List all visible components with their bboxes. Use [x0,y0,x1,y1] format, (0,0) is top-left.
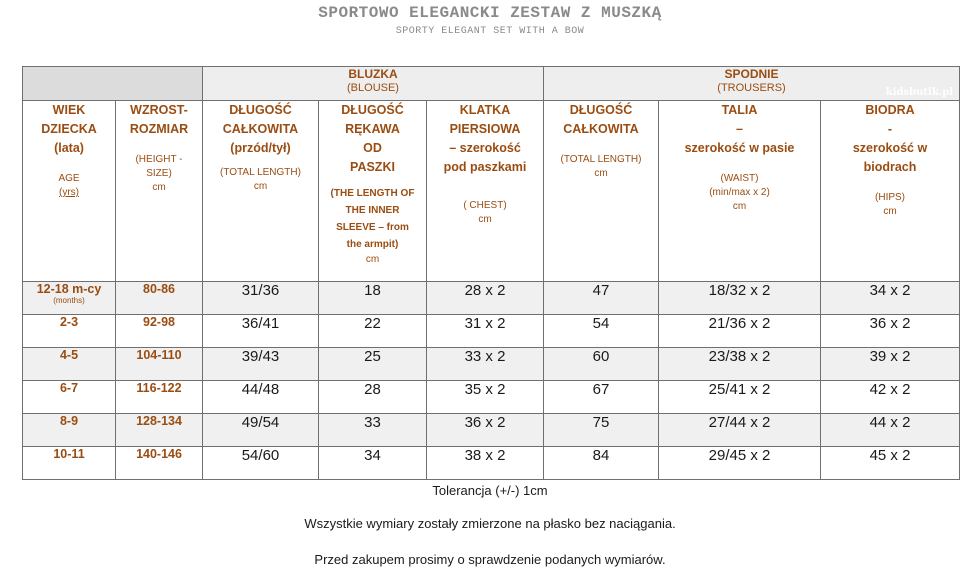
size-chart-table [22,66,960,480]
column-header-row [23,101,960,282]
trousers-group-label: SPODNIE [724,67,779,81]
chest-cell: 36 x 2 [427,414,544,447]
col-header-blouse-length [203,101,319,282]
watermark: kidsbutik.pl [885,87,954,98]
blouse-length-cell: 44/48 [203,381,319,414]
chest-header-line4: pod paszkami [443,160,527,174]
height-cell: 92-98 [116,315,203,348]
height-header-en2: SIZE) [146,168,172,179]
height-header-unit: cm [152,182,166,193]
sleeve-cell: 22 [319,315,427,348]
blouse-length-header-line2: CAŁKOWITA [222,122,299,136]
chest-header-line1: KLATKA [459,103,511,117]
hips-header-line3: szerokość w [852,141,928,155]
col-header-chest [427,101,544,282]
hips-cell: 39 x 2 [821,348,960,381]
age-cell: 2-3 [23,315,116,348]
blouse-length-cell: 39/43 [203,348,319,381]
blouse-group-sublabel: (BLOUSE) [347,82,399,94]
hips-header-line4: biodrach [863,160,917,174]
table-row [23,315,960,348]
sleeve-header-line1: DŁUGOŚĆ [341,103,404,117]
age-cell [23,282,116,315]
table-row [23,447,960,480]
trousers-length-cell: 60 [544,348,659,381]
hips-header-en: (HIPS) [875,192,906,203]
table-row [23,414,960,447]
group-header-row [23,67,960,101]
group-header-blouse [203,67,544,101]
sleeve-header-en3: SLEEVE – from [336,222,409,233]
hips-cell: 42 x 2 [821,381,960,414]
blouse-length-cell: 31/36 [203,282,319,315]
col-header-age [23,101,116,282]
waist-cell: 18/32 x 2 [659,282,821,315]
waist-header-en: (WAIST) [720,173,759,184]
tolerance-note: Tolerancja (+/-) 1cm [432,483,548,498]
sleeve-cell: 18 [319,282,427,315]
hips-cell: 34 x 2 [821,282,960,315]
age-value: 12-18 m-cy [36,282,102,296]
hips-cell: 36 x 2 [821,315,960,348]
hips-cell: 44 x 2 [821,414,960,447]
chest-header-unit: cm [478,214,492,225]
trousers-length-header-en: (TOTAL LENGTH) [560,154,642,165]
col-header-height [116,101,203,282]
age-header-unit: (yrs) [59,187,79,198]
blouse-length-header-en: (TOTAL LENGTH) [220,167,301,178]
measurement-note: Wszystkie wymiary zostały zmierzone na płasko bez naciągania. [304,516,676,531]
col-header-sleeve [319,101,427,282]
height-header-en1: (HEIGHT - [135,154,183,165]
sleeve-header-en2: THE INNER [345,205,400,216]
chest-header-en: ( CHEST) [463,200,507,211]
chest-cell: 28 x 2 [427,282,544,315]
sleeve-header-unit: cm [365,254,380,265]
waist-header-line3: szerokość w pasie [684,141,795,155]
height-cell: 80-86 [116,282,203,315]
chest-cell: 35 x 2 [427,381,544,414]
table-row [23,381,960,414]
blouse-length-cell: 54/60 [203,447,319,480]
page-title: SPORTOWO ELEGANCKI ZESTAW Z MUSZKĄ [318,4,662,22]
sleeve-header-line3: OD [363,141,382,155]
chest-header-line2: PIERSIOWA [449,122,521,136]
blouse-group-label: BLUZKA [348,67,398,81]
age-cell: 4-5 [23,348,116,381]
age-note: (months) [53,296,85,305]
waist-cell: 21/36 x 2 [659,315,821,348]
chest-cell: 33 x 2 [427,348,544,381]
blouse-length-header-line3: (przód/tył) [230,141,291,155]
trousers-length-header-line1: DŁUGOŚĆ [569,103,633,117]
waist-header-unit: cm [732,201,747,212]
check-before-purchase-note: Przed zakupem prosimy o sprawdzenie podanych wymiarów. [314,552,666,567]
page-subtitle: SPORTY ELEGANT SET WITH A BOW [395,26,585,37]
age-header-line2: DZIECKA [41,122,97,136]
height-cell: 116-122 [116,381,203,414]
trousers-length-header-line2: CAŁKOWITA [563,122,639,136]
trousers-length-cell: 75 [544,414,659,447]
sleeve-header-en1: (THE LENGTH OF [330,188,415,199]
col-header-hips [821,101,960,282]
sleeve-header-line2: RĘKAWA [345,122,400,136]
chest-cell: 38 x 2 [427,447,544,480]
sleeve-cell: 25 [319,348,427,381]
trousers-group-sublabel: (TROUSERS) [717,82,786,94]
age-header-line3: (lata) [54,141,84,155]
waist-header-line1: TALIA [721,103,758,117]
waist-header-line2: – [736,122,743,136]
group-header-blank [23,67,203,101]
blouse-length-cell: 36/41 [203,315,319,348]
hips-header-line1: BIODRA [865,103,915,117]
col-header-waist [659,101,821,282]
sleeve-header-en4: the armpit) [346,239,399,250]
group-header-trousers [544,67,960,101]
col-header-trousers-length [544,101,659,282]
age-cell: 8-9 [23,414,116,447]
hips-header-line2: - [887,122,893,136]
age-cell: 6-7 [23,381,116,414]
sleeve-cell: 33 [319,414,427,447]
trousers-length-header-unit: cm [594,168,608,179]
waist-cell: 27/44 x 2 [659,414,821,447]
blouse-length-header-unit: cm [253,181,268,192]
age-header-en: AGE [58,173,80,184]
blouse-length-cell: 49/54 [203,414,319,447]
sleeve-cell: 34 [319,447,427,480]
chest-header-line3: – szerokość [449,141,521,155]
height-header-line1: WZROST- [130,103,188,117]
hips-header-unit: cm [883,206,897,217]
waist-cell: 25/41 x 2 [659,381,821,414]
trousers-length-cell: 47 [544,282,659,315]
height-cell: 128-134 [116,414,203,447]
waist-cell: 23/38 x 2 [659,348,821,381]
trousers-length-cell: 84 [544,447,659,480]
chest-cell: 31 x 2 [427,315,544,348]
hips-cell: 45 x 2 [821,447,960,480]
age-header-line1: WIEK [52,103,86,117]
table-row [23,282,960,315]
age-cell: 10-11 [23,447,116,480]
sleeve-header-line4: PASZKI [350,160,395,174]
blouse-length-header-line1: DŁUGOŚĆ [229,103,292,117]
table-row [23,348,960,381]
height-cell: 104-110 [116,348,203,381]
waist-header-en2: (min/max x 2) [709,187,770,198]
height-header-line2: ROZMIAR [129,122,189,136]
waist-cell: 29/45 x 2 [659,447,821,480]
height-cell: 140-146 [116,447,203,480]
trousers-length-cell: 54 [544,315,659,348]
trousers-length-cell: 67 [544,381,659,414]
sleeve-cell: 28 [319,381,427,414]
